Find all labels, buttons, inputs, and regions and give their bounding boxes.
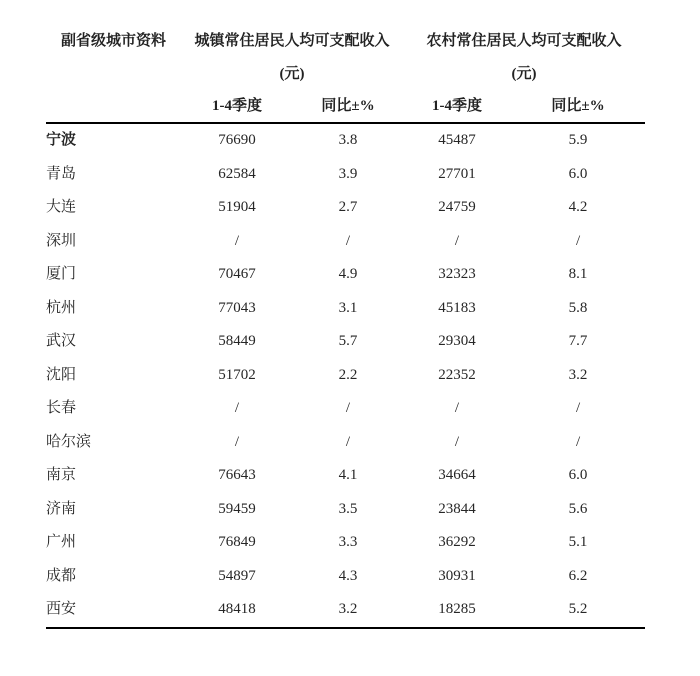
value-cell: 3.5: [338, 500, 358, 517]
value-cell: 3.9: [338, 165, 358, 182]
value-cell: 58449: [218, 333, 256, 350]
value-cell: 3.2: [293, 593, 403, 628]
value-cell: /: [234, 433, 240, 450]
row-header-title: 副省级城市资料: [60, 33, 166, 49]
city-cell: 济南: [46, 500, 77, 517]
value-cell: /: [575, 433, 581, 450]
table-row: [46, 258, 645, 292]
value-cell: 4.9: [338, 266, 358, 283]
value-cell: /: [345, 400, 351, 417]
value-cell: 6.0: [568, 165, 588, 182]
group-header-urban: 城镇常住居民人均可支配收入: [194, 33, 390, 49]
value-cell: 45183: [438, 299, 476, 316]
value-cell: 4.1: [338, 467, 358, 484]
table-row: [46, 392, 645, 426]
spacer-cell: [46, 58, 181, 91]
table-row: [46, 158, 645, 192]
value-cell: 77043: [218, 299, 256, 316]
income-table: [46, 25, 645, 629]
value-cell: 32323: [438, 266, 476, 283]
value-cell: 18285: [403, 593, 511, 628]
city-cell: 青岛: [46, 165, 77, 182]
value-cell: /: [345, 433, 351, 450]
table-row: [46, 593, 645, 628]
value-cell: 5.9: [568, 132, 588, 149]
value-cell: 4.2: [568, 199, 588, 216]
value-cell: 51904: [218, 199, 256, 216]
value-cell: 7.7: [568, 333, 588, 350]
value-cell: 30931: [438, 567, 476, 584]
value-cell: 5.6: [568, 500, 588, 517]
value-cell: 62584: [218, 165, 256, 182]
city-cell: 长春: [46, 400, 77, 417]
city-cell: 沈阳: [46, 366, 77, 383]
value-cell: 76643: [218, 467, 256, 484]
value-cell: 36292: [438, 534, 476, 551]
value-cell: 51702: [218, 366, 256, 383]
table-row: [46, 459, 645, 493]
value-cell: /: [575, 232, 581, 249]
table-row: [46, 191, 645, 225]
group-title-row: [46, 25, 645, 58]
city-cell: 南京: [46, 467, 77, 484]
value-cell: /: [454, 400, 460, 417]
city-cell: 广州: [46, 534, 77, 551]
value-cell: 54897: [218, 567, 256, 584]
sub-header-row: [46, 91, 645, 123]
value-cell: 24759: [438, 199, 476, 216]
value-cell: 3.1: [338, 299, 358, 316]
table-row: [46, 292, 645, 326]
unit-urban: (元): [279, 66, 305, 82]
table-header: [46, 25, 645, 123]
value-cell: /: [454, 433, 460, 450]
value-cell: 4.3: [338, 567, 358, 584]
unit-rural: (元): [511, 66, 537, 82]
value-cell: 5.2: [511, 593, 645, 628]
value-cell: 34664: [438, 467, 476, 484]
table-row: [46, 359, 645, 393]
city-cell: 成都: [46, 567, 77, 584]
subheader-urban-quarter: 1-4季度: [181, 91, 293, 123]
city-cell: 西安: [46, 593, 181, 628]
value-cell: 29304: [438, 333, 476, 350]
subheader-rural-yoy: 同比±%: [511, 91, 645, 123]
city-cell: 大连: [46, 199, 77, 216]
value-cell: 5.7: [338, 333, 358, 350]
value-cell: 76849: [218, 534, 256, 551]
city-cell: 哈尔滨: [46, 433, 92, 450]
value-cell: 59459: [218, 500, 256, 517]
value-cell: 5.8: [568, 299, 588, 316]
unit-row: [46, 58, 645, 91]
table-row: [46, 560, 645, 594]
city-cell: 厦门: [46, 266, 77, 283]
table-row: [46, 325, 645, 359]
value-cell: /: [454, 232, 460, 249]
subheader-rural-quarter: 1-4季度: [403, 91, 511, 123]
value-cell: 23844: [438, 500, 476, 517]
value-cell: 8.1: [568, 266, 588, 283]
value-cell: 3.3: [338, 534, 358, 551]
spacer-cell: [46, 91, 181, 123]
table-row: [46, 526, 645, 560]
subheader-urban-yoy: 同比±%: [293, 91, 403, 123]
city-cell: 武汉: [46, 333, 77, 350]
value-cell: 3.2: [568, 366, 588, 383]
value-cell: 48418: [181, 593, 293, 628]
value-cell: 70467: [218, 266, 256, 283]
value-cell: 6.0: [568, 467, 588, 484]
group-header-rural: 农村常住居民人均可支配收入: [426, 33, 622, 49]
city-cell: 宁波: [46, 132, 77, 149]
value-cell: /: [345, 232, 351, 249]
table-body: [46, 123, 645, 628]
value-cell: 2.7: [338, 199, 358, 216]
value-cell: 45487: [438, 132, 476, 149]
value-cell: 3.8: [338, 132, 358, 149]
value-cell: /: [234, 232, 240, 249]
value-cell: 6.2: [568, 567, 588, 584]
value-cell: 2.2: [338, 366, 358, 383]
table-row: [46, 493, 645, 527]
value-cell: /: [234, 400, 240, 417]
value-cell: /: [575, 400, 581, 417]
table-row: [46, 123, 645, 158]
city-cell: 杭州: [46, 299, 77, 316]
value-cell: 5.1: [568, 534, 588, 551]
value-cell: 22352: [438, 366, 476, 383]
table-row: [46, 225, 645, 259]
value-cell: 76690: [218, 132, 256, 149]
table-row: [46, 426, 645, 460]
city-cell: 深圳: [46, 232, 77, 249]
value-cell: 27701: [438, 165, 476, 182]
